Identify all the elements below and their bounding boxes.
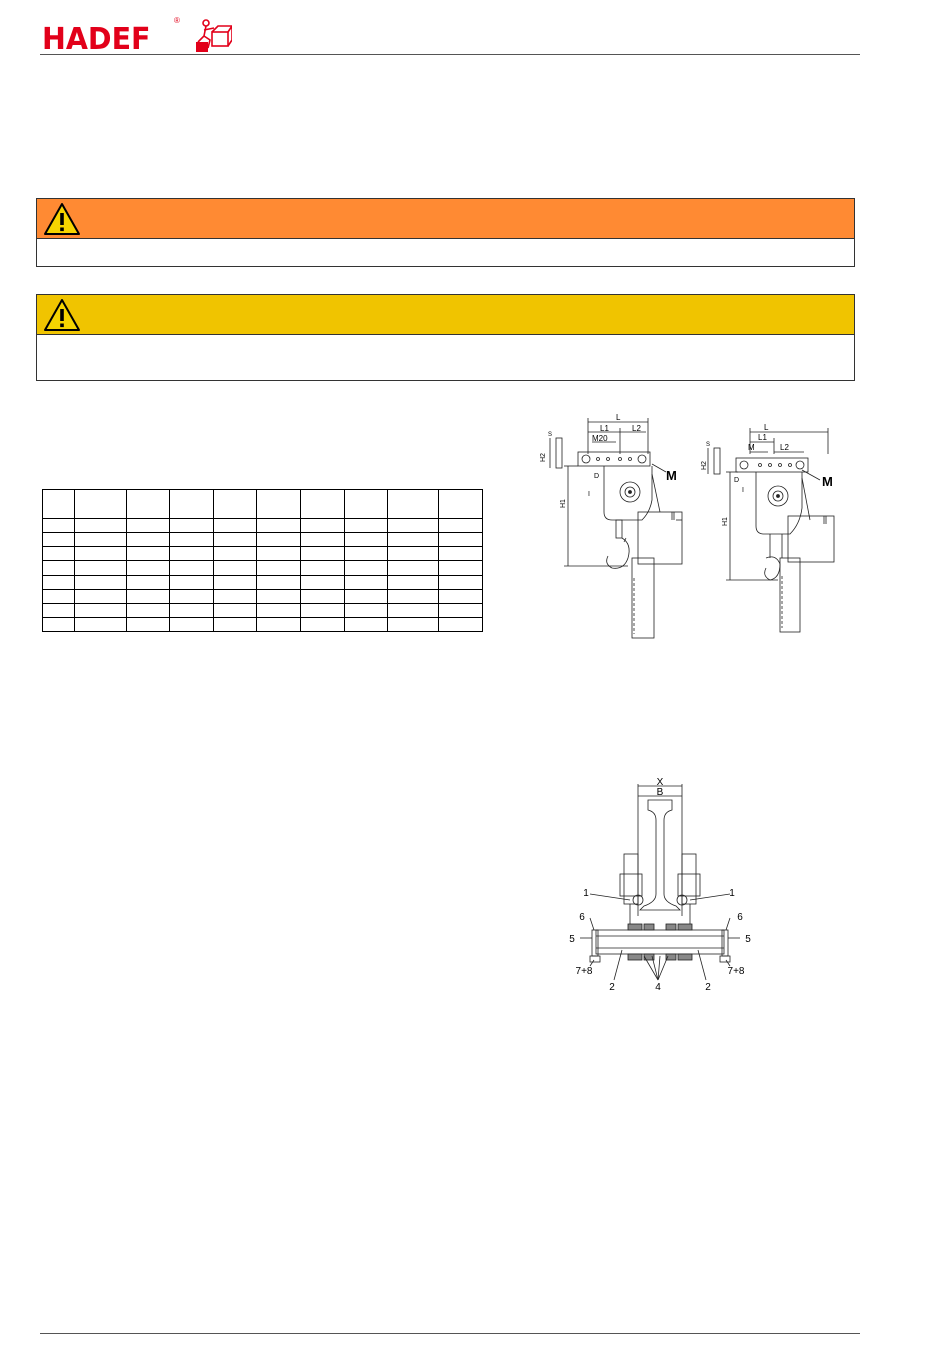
footer-rule	[40, 1333, 860, 1334]
dim-label-X: X	[656, 777, 664, 788]
part-label-2-left: 2	[609, 982, 615, 993]
part-label-6-left: 6	[579, 912, 585, 923]
table-row	[43, 589, 483, 603]
warning-header-orange	[37, 199, 854, 239]
dim-label-L1-right: L1	[758, 433, 767, 442]
warning-box-yellow	[36, 294, 855, 381]
header-rule	[40, 54, 860, 55]
dim-label-M20: M20	[592, 434, 608, 443]
dim-label-S: S	[548, 432, 553, 438]
dim-label-L: L	[616, 413, 621, 422]
part-label-1-right: 1	[729, 888, 735, 899]
dim-label-M-big-right: M	[822, 474, 833, 489]
dim-label-L2: L2	[632, 424, 641, 433]
dim-label-I-right: I	[742, 487, 744, 494]
table-row	[43, 547, 483, 561]
table-row	[43, 603, 483, 617]
table-row	[43, 575, 483, 589]
table-row	[43, 617, 483, 631]
part-label-78-left: 7+8	[575, 966, 593, 977]
dim-label-H1-right: H1	[722, 517, 729, 526]
dim-label-D: D	[594, 473, 600, 480]
registered-mark: ®	[174, 16, 180, 25]
dim-label-I: I	[588, 491, 590, 498]
dim-label-D-right: D	[734, 477, 740, 484]
dim-label-L1: L1	[600, 424, 609, 433]
warning-box-orange	[36, 198, 855, 267]
brand-logo	[42, 18, 242, 58]
part-label-6-right: 6	[737, 912, 743, 923]
dim-label-H2-right: H2	[701, 461, 708, 470]
table-row	[43, 533, 483, 547]
part-label-4: 4	[655, 982, 661, 993]
dim-label-B: B	[656, 787, 664, 798]
warning-triangle-icon	[43, 202, 81, 236]
hoist-dimension-drawing	[528, 408, 858, 644]
dim-label-H1: H1	[560, 499, 567, 508]
brand-name: HADEF	[42, 22, 151, 57]
table-row	[43, 519, 483, 533]
warning-header-yellow	[37, 295, 854, 335]
part-label-5-left: 5	[569, 934, 575, 945]
trolley-section-drawing	[560, 776, 760, 996]
spec-table	[42, 489, 482, 632]
table-header-row	[43, 490, 483, 519]
dim-label-L2-right: L2	[780, 443, 789, 452]
hadef-figure-logo-icon	[192, 18, 232, 54]
part-label-1-left: 1	[583, 888, 589, 899]
dim-label-M-right: M	[748, 443, 755, 452]
part-label-2-right: 2	[705, 982, 711, 993]
dim-label-M: M	[666, 468, 677, 483]
dim-label-L-right: L	[764, 423, 769, 432]
part-label-78-right: 7+8	[727, 966, 745, 977]
warning-triangle-icon	[43, 298, 81, 332]
dim-label-S-right: S	[706, 442, 711, 448]
dim-label-H2: H2	[540, 453, 547, 462]
part-label-5-right: 5	[745, 934, 751, 945]
table-row	[43, 561, 483, 575]
